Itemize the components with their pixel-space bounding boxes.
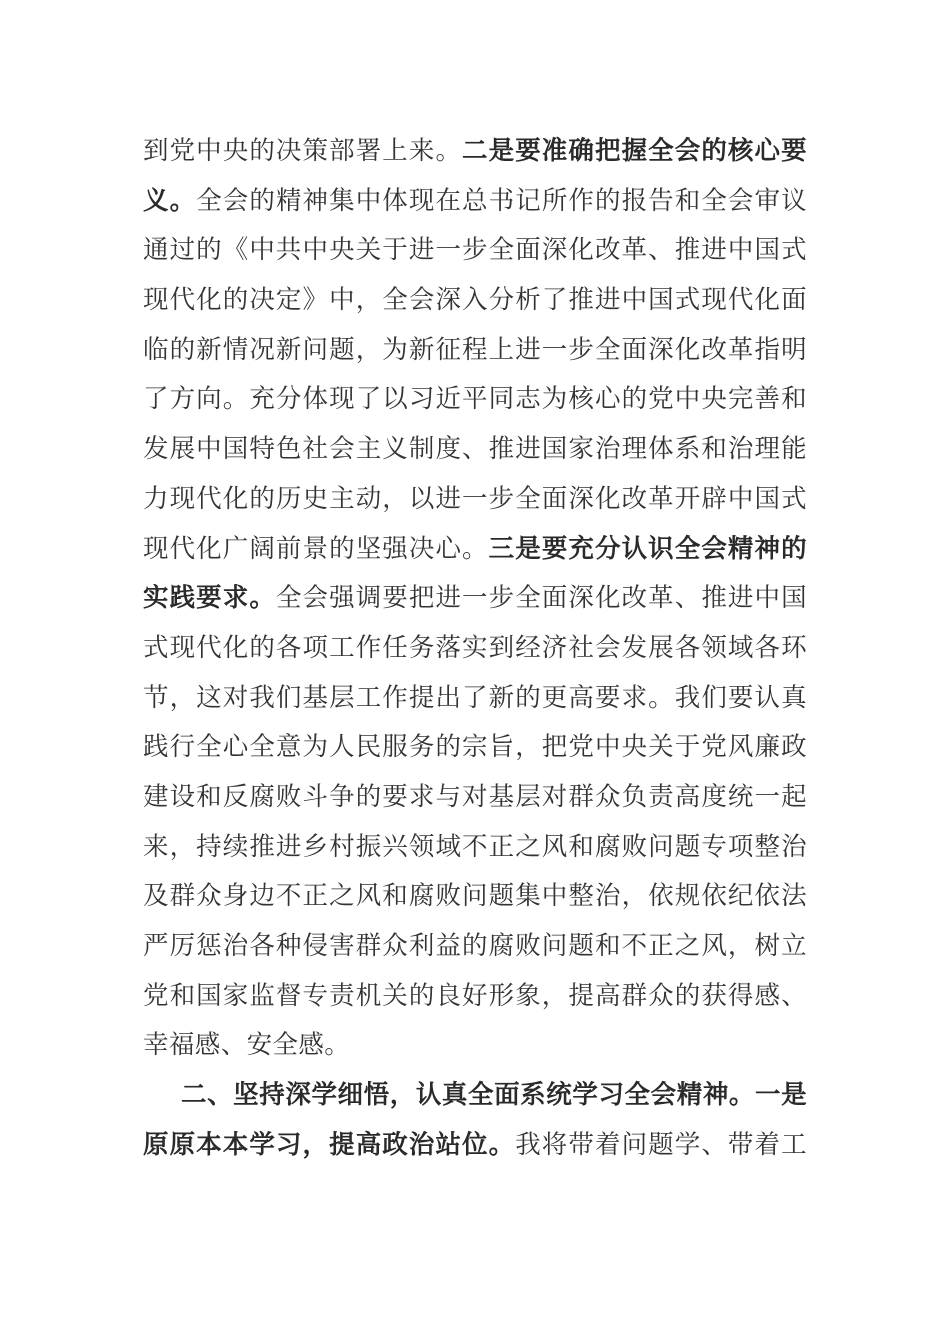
bold-text-segment: 实践要求。 (143, 583, 276, 614)
text-line (143, 723, 807, 773)
text-segment: 发展中国特色社会主义制度、推进国家治理体系和治理能 (143, 434, 807, 465)
text-segment: 到党中央的决策部署上来。 (143, 136, 463, 166)
text-segment: 践行全心全意为人民服务的宗旨，把党中央关于党风廉政 (143, 732, 807, 763)
text-segment: 了方向。充分体现了以习近平同志为核心的党中央完善和 (143, 384, 807, 415)
text-segment: 通过的《中共中央关于进一步全面深化改革、推进中国式 (143, 235, 807, 266)
text-line (143, 574, 807, 624)
paragraph-1 (143, 127, 807, 1071)
text-segment: 现代化广阔前景的坚强决心。 (143, 533, 489, 564)
document-page (143, 127, 807, 1170)
text-line (143, 773, 807, 823)
text-line (143, 226, 807, 276)
text-segment: 我将带着问题学、带着工 (515, 1129, 807, 1160)
text-line (143, 674, 807, 724)
text-line (143, 1021, 807, 1071)
text-line (143, 425, 807, 475)
text-segment: 建设和反腐败斗争的要求与对基层对群众负责高度统一起 (143, 781, 807, 812)
text-segment: 临的新情况新问题，为新征程上进一步全面深化改革指明 (143, 334, 807, 365)
text-segment: 力现代化的历史主动，以进一步全面深化改革开辟中国式 (143, 483, 807, 514)
text-line (143, 1121, 807, 1171)
text-line (143, 375, 807, 425)
text-segment: 全会强调要把进一步全面深化改革、推进中国 (275, 583, 807, 614)
text-segment: 幸福感、安全感。 (143, 1030, 351, 1061)
text-segment: 式现代化的各项工作任务落实到经济社会发展各领域各环 (143, 632, 807, 663)
text-segment: 节，这对我们基层工作提出了新的更高要求。我们要认真 (143, 682, 807, 713)
text-line (143, 922, 807, 972)
text-segment: 来，持续推进乡村振兴领域不正之风和腐败问题专项整治 (143, 831, 807, 862)
text-line (143, 972, 807, 1022)
text-line (143, 1071, 807, 1121)
bold-text-segment: 二是要准确把握全会的核心要 (462, 136, 807, 166)
text-segment: 全会的精神集中体现在总书记所作的报告和全会审议 (196, 185, 807, 216)
text-segment: 党和国家监督专责机关的良好形象，提高群众的获得感、 (143, 980, 807, 1011)
text-line (143, 326, 807, 376)
bold-text-segment: 义。 (143, 185, 197, 216)
bold-text-segment: 三是要充分认识全会精神的 (488, 533, 807, 564)
text-line (143, 127, 807, 177)
text-segment: 严厉惩治各种侵害群众利益的腐败问题和不正之风，树立 (143, 931, 807, 961)
paragraph-2 (143, 1071, 807, 1170)
text-line (143, 525, 807, 575)
bold-text-segment: 原原本本学习，提高政治站位。 (143, 1129, 516, 1160)
text-segment: 及群众身边不正之风和腐败问题集中整治，依规依纪依法 (143, 881, 807, 912)
text-segment: 现代化的决定》中，全会深入分析了推进中国式现代化面 (143, 285, 807, 316)
text-line (143, 177, 807, 227)
text-line (143, 823, 807, 873)
text-line (143, 276, 807, 326)
text-line (143, 872, 807, 922)
bold-text-segment: 二、坚持深学细悟，认真全面系统学习全会精神。一是 (181, 1080, 807, 1111)
text-line (143, 624, 807, 674)
text-line (143, 475, 807, 525)
